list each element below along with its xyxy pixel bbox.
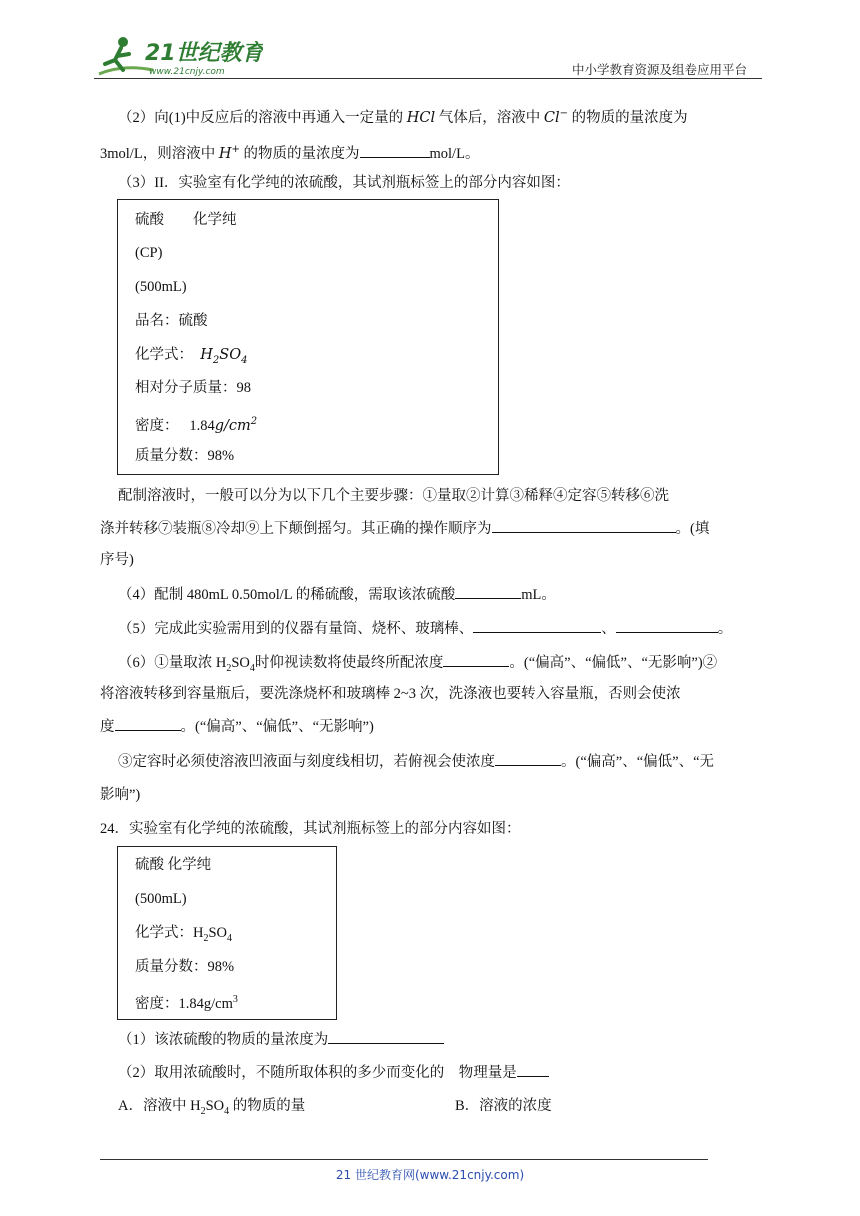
option-b[interactable]: B．溶液的浓度 <box>455 1098 552 1114</box>
answer-blank[interactable] <box>328 1029 444 1044</box>
label-line-density: 密度：$1.84g/cm^3$ <box>135 994 238 1012</box>
q3-intro: （3）II．实验室有化学纯的浓硫酸，其试剂瓶标签上的部分内容如图： <box>118 175 570 191</box>
runner-logo-icon <box>93 34 263 80</box>
label-line: 硫酸 化学纯 <box>135 857 212 873</box>
footer-divider <box>100 1159 708 1160</box>
answer-blank[interactable] <box>492 518 676 533</box>
site-logo <box>93 34 263 80</box>
steps-line-3: 序号) <box>100 552 134 568</box>
label-line: 质量分数：98% <box>135 448 235 464</box>
q5-line: （5）完成此实验需用到的仪器有量筒、烧杯、玻璃棒、 、 。 <box>118 618 732 639</box>
q6-line-5: 影响”) <box>100 787 141 803</box>
answer-blank[interactable] <box>443 652 509 667</box>
reagent-label-box-2 <box>117 846 337 1020</box>
q4-line: （4）配制 480mL 0.50mol/L 的稀硫酸，需取该浓硫酸 mL。 <box>118 584 556 605</box>
label-line: 硫酸 化学纯 <box>135 212 237 228</box>
label-line: (500mL) <box>135 279 187 295</box>
steps-line-1: 配制溶液时，一般可以分为以下几个主要步骤：①量取②计算③稀释④定容⑤转移⑥洗 <box>118 488 669 504</box>
q24-intro: 24．实验室有化学纯的浓硫酸，其试剂瓶标签上的部分内容如图： <box>100 821 521 837</box>
option-a[interactable]: A．溶液中 $H_2SO_4$ 的物质的量 <box>118 1098 306 1117</box>
steps-line-2: 涤并转移⑦装瓶⑧冷却⑨上下颠倒摇匀。其正确的操作顺序为 。(填 <box>100 518 709 539</box>
footer-text: 21 世纪教育网(www.21cnjy.com) <box>335 1168 525 1182</box>
label-line-density: 密度： $1.84g/cm^2$ <box>135 416 258 434</box>
header-platform-text: 中小学教育资源及组卷应用平台 <box>572 62 748 77</box>
label-line-formula: 化学式：$H_2SO_4$ <box>135 925 233 944</box>
label-line: 品名：硫酸 <box>135 313 208 329</box>
answer-blank[interactable] <box>115 716 181 731</box>
answer-blank[interactable] <box>455 584 521 599</box>
label-line-formula: 化学式： $H_2SO_4$ <box>135 347 248 366</box>
reagent-label-box-1 <box>117 199 499 475</box>
label-line: 质量分数：98% <box>135 959 235 975</box>
answer-blank[interactable] <box>616 618 718 633</box>
logo-url: www.21cnjy.com <box>149 67 225 77</box>
answer-blank[interactable] <box>517 1062 549 1077</box>
answer-blank[interactable] <box>360 143 430 158</box>
label-line: (CP) <box>135 245 163 261</box>
q24-part-2: （2）取用浓硫酸时，不随所取体积的多少而变化的 物理量是 <box>118 1062 549 1083</box>
q6-line-4: ③定容时必须使溶液凹液面与刻度线相切，若俯视会使浓度 。(“偏高”、“偏低”、“无 <box>118 751 714 772</box>
answer-blank[interactable] <box>495 751 561 766</box>
q6-line-3: 度 。(“偏高”、“偏低”、“无影响”) <box>100 716 374 737</box>
q2-line-2: 3mol/L，则溶液中 H+ 的物质的量浓度为 mol/L。 <box>100 144 480 162</box>
q6-line-1: （6）①量取浓 $H_2SO_4$时仰视读数将使最终所配浓度 。(“偏高”、“偏低”、“无影响”)② <box>118 652 717 679</box>
header-divider <box>94 78 762 79</box>
label-line: (500mL) <box>135 891 187 907</box>
answer-blank[interactable] <box>473 618 601 633</box>
label-line: 相对分子质量：98 <box>135 380 251 396</box>
logo-text: 21世纪教育 <box>145 41 263 66</box>
q2-line-1: （2）向(1)中反应后的溶液中再通入一定量的 HCl 气体后，溶液中 Cl− 的物质的量浓度为 <box>118 108 688 126</box>
q24-part-1: （1）该浓硫酸的物质的量浓度为 <box>118 1029 444 1050</box>
q6-line-2: 将溶液转移到容量瓶后，要洗涤烧杯和玻璃棒 2~3 次，洗涤液也要转入容量瓶，否则会使浓 <box>100 686 681 702</box>
